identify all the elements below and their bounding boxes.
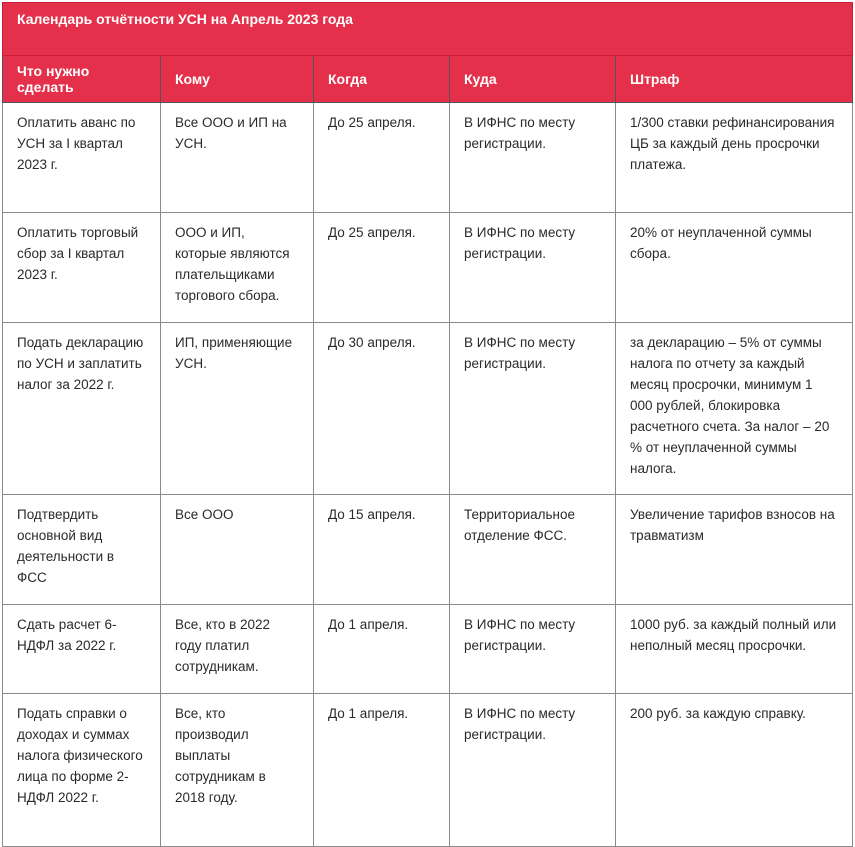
header-row bbox=[3, 56, 853, 103]
column-header-task: Что нужно сделать bbox=[3, 56, 161, 103]
column-header-where: Куда bbox=[450, 56, 616, 103]
table-row bbox=[3, 323, 853, 495]
where-cell: Территориальное отделение ФСС. bbox=[450, 495, 616, 605]
table-row bbox=[3, 103, 853, 213]
when-cell: До 15 апреля. bbox=[314, 495, 450, 605]
when-cell: До 25 апреля. bbox=[314, 213, 450, 323]
where-cell: В ИФНС по месту регистрации. bbox=[450, 694, 616, 847]
column-header-who: Кому bbox=[161, 56, 314, 103]
where-cell: В ИФНС по месту регистрации. bbox=[450, 323, 616, 495]
penalty-cell: 200 руб. за каждую справку. bbox=[616, 694, 853, 847]
who-cell: ООО и ИП, которые являются плательщиками торгового сбора. bbox=[161, 213, 314, 323]
penalty-cell: 1/300 ставки рефинансирования ЦБ за каждый день просрочки платежа. bbox=[616, 103, 853, 213]
when-cell: До 25 апреля. bbox=[314, 103, 450, 213]
table-row bbox=[3, 694, 853, 847]
who-cell: Все ООО и ИП на УСН. bbox=[161, 103, 314, 213]
task-cell: Оплатить аванс по УСН за I квартал 2023 г. bbox=[3, 103, 161, 213]
where-cell: В ИФНС по месту регистрации. bbox=[450, 605, 616, 694]
task-cell: Оплатить торговый сбор за I квартал 2023 г. bbox=[3, 213, 161, 323]
who-cell: Все ООО bbox=[161, 495, 314, 605]
task-cell: Сдать расчет 6-НДФЛ за 2022 г. bbox=[3, 605, 161, 694]
where-cell: В ИФНС по месту регистрации. bbox=[450, 213, 616, 323]
penalty-cell: Увеличение тарифов взносов на травматизм bbox=[616, 495, 853, 605]
report-calendar bbox=[2, 2, 852, 847]
who-cell: Все, кто в 2022 году платил сотрудникам. bbox=[161, 605, 314, 694]
table-row bbox=[3, 213, 853, 323]
who-cell: ИП, применяющие УСН. bbox=[161, 323, 314, 495]
table-title: Календарь отчётности УСН на Апрель 2023 года bbox=[3, 3, 853, 56]
table-row bbox=[3, 495, 853, 605]
title-row bbox=[3, 3, 853, 56]
when-cell: До 30 апреля. bbox=[314, 323, 450, 495]
penalty-cell: 20% от неуплаченной суммы сбора. bbox=[616, 213, 853, 323]
when-cell: До 1 апреля. bbox=[314, 605, 450, 694]
column-header-when: Когда bbox=[314, 56, 450, 103]
who-cell: Все, кто производил выплаты сотрудникам в 2018 году. bbox=[161, 694, 314, 847]
table-row bbox=[3, 605, 853, 694]
when-cell: До 1 апреля. bbox=[314, 694, 450, 847]
penalty-cell: 1000 руб. за каждый полный или неполный месяц просрочки. bbox=[616, 605, 853, 694]
task-cell: Подтвердить основной вид деятельности в ФСС bbox=[3, 495, 161, 605]
penalty-cell: за декларацию – 5% от суммы налога по отчету за каждый месяц просрочки, минимум 1 000 рублей, блокировка расчетного счета. За налог – 20 % от неуплаченной суммы налога. bbox=[616, 323, 853, 495]
report-calendar-table bbox=[2, 2, 853, 847]
task-cell: Подать справки о доходах и суммах налога физического лица по форме 2-НДФЛ 2022 г. bbox=[3, 694, 161, 847]
task-cell: Подать декларацию по УСН и заплатить налог за 2022 г. bbox=[3, 323, 161, 495]
where-cell: В ИФНС по месту регистрации. bbox=[450, 103, 616, 213]
column-header-penalty: Штраф bbox=[616, 56, 853, 103]
